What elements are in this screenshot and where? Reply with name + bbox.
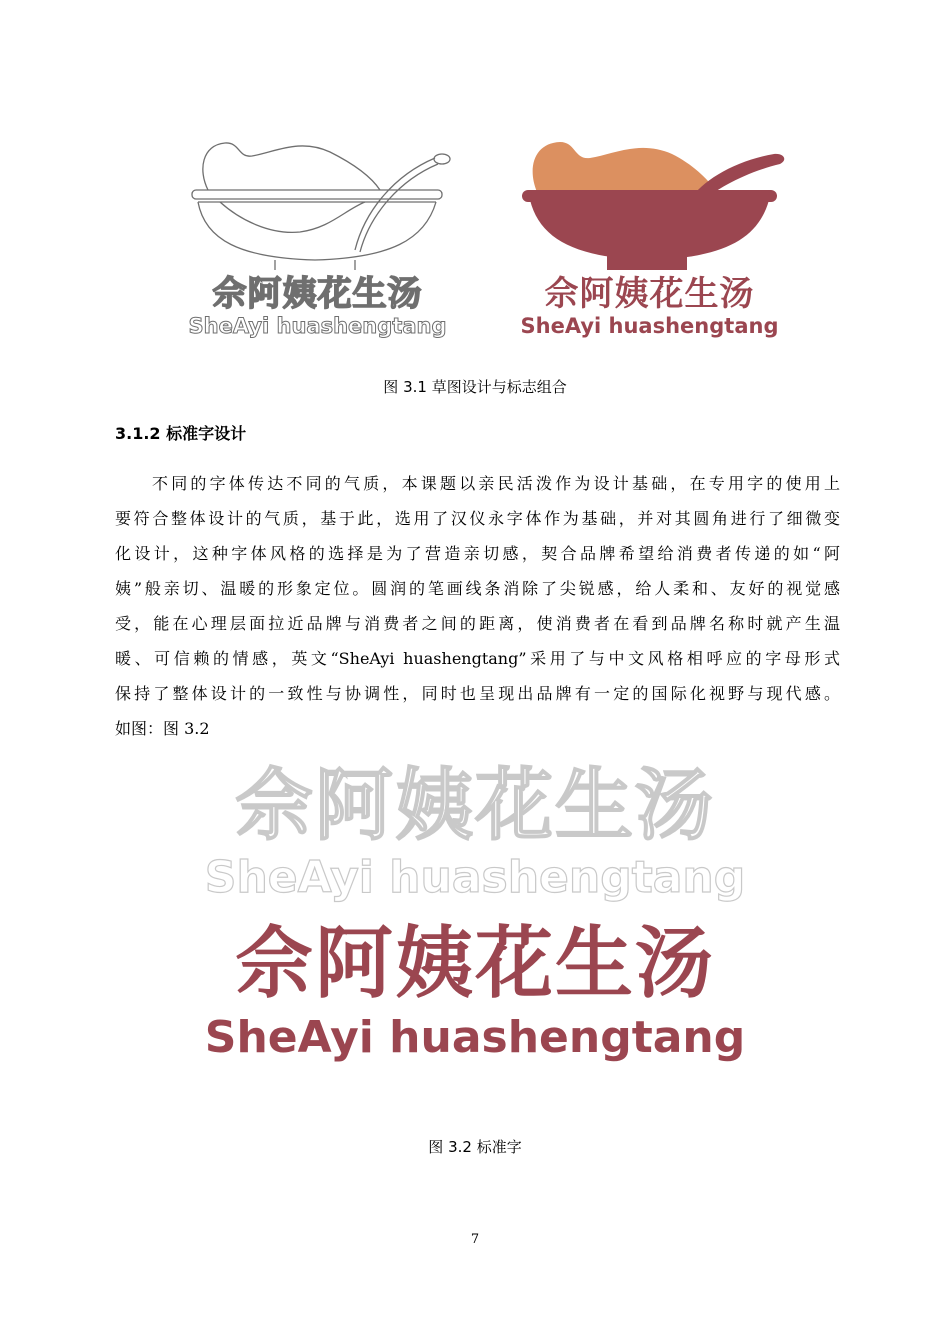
paragraph-line: 受，能在心理层面拉近品牌与消费者之间的距离，使消费者在看到品牌名称时就产生温 bbox=[115, 614, 840, 633]
page-number: 7 bbox=[470, 1232, 480, 1247]
logo-color bbox=[512, 140, 787, 350]
paragraph-line: 保持了整体设计的一致性与协调性，同时也呈现出品牌有一定的国际化视野与现代感。 bbox=[115, 684, 840, 703]
logo-sketch-chinese: 佘阿姨花生汤 bbox=[212, 274, 423, 314]
bowl-sketch-icon bbox=[180, 140, 455, 270]
logo-color-chinese: 佘阿姨花生汤 bbox=[544, 274, 755, 314]
body-paragraph bbox=[115, 466, 840, 746]
logo-sketch bbox=[180, 140, 455, 350]
section-heading: 3.1.2 标准字设计 bbox=[115, 424, 247, 443]
bowl-logo-icon bbox=[512, 140, 787, 270]
logo-sketch-english: SheAyi huashengtang bbox=[188, 314, 447, 338]
paragraph-line: 不同的字体传达不同的气质，本课题以亲民活泼作为设计基础，在专用字的使用上 bbox=[152, 474, 840, 493]
standard-lettering-outline-english: SheAyi huashengtang bbox=[204, 852, 746, 903]
paragraph-line: 姨”般亲切、温暖的形象定位。圆润的笔画线条消除了尖锐感，给人柔和、友好的视觉感 bbox=[115, 579, 840, 598]
standard-lettering-color-english: SheAyi huashengtang bbox=[204, 1012, 746, 1063]
paragraph-line: 要符合整体设计的气质，基于此，选用了汉仪永字体作为基础，并对其圆角进行了细微变 bbox=[115, 509, 840, 528]
paragraph-line: 暖、可信赖的情感，英文“SheAyi huashengtang”采用了与中文风格相呼应的字母形式 bbox=[115, 649, 840, 668]
figure-caption-3-2: 图 3.2 标准字 bbox=[428, 1138, 522, 1156]
standard-lettering-outline-chinese: 佘阿姨花生汤 bbox=[234, 761, 715, 851]
figure-caption-3-1: 图 3.1 草图设计与标志组合 bbox=[383, 378, 567, 396]
standard-lettering-color-chinese: 佘阿姨花生汤 bbox=[234, 919, 715, 1009]
paragraph-line: 化设计，这种字体风格的选择是为了营造亲切感，契合品牌希望给消费者传递的如“阿 bbox=[115, 544, 840, 563]
paragraph-line: 如图：图 3.2 bbox=[115, 719, 210, 738]
logo-color-english: SheAyi huashengtang bbox=[520, 314, 779, 338]
